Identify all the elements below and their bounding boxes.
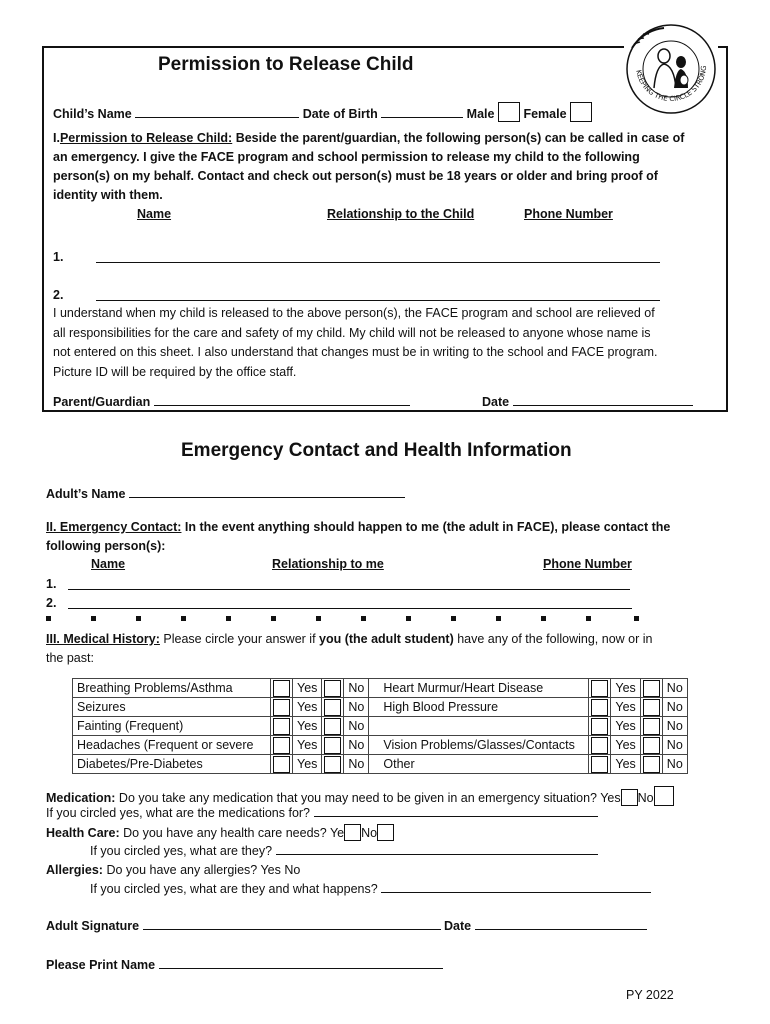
- medication-yes-checkbox[interactable]: [621, 789, 638, 806]
- guardian-date-field[interactable]: [513, 394, 693, 406]
- medical-intro: [46, 630, 652, 668]
- emergency-intro: [46, 518, 670, 556]
- contact-row-number: 2.: [46, 596, 57, 610]
- allergies-follow-label: If you circled yes, what are they and what happens?: [90, 882, 378, 896]
- table-row: [73, 679, 688, 698]
- release-row-number: 1.: [53, 250, 64, 264]
- no-checkbox[interactable]: [324, 756, 341, 773]
- condition-label: [369, 717, 589, 736]
- child-name-field[interactable]: [135, 106, 299, 118]
- release-title: Permission to Release Child: [158, 54, 414, 75]
- statement-line: all responsibilities for the care and safety of my child. My child will not be released to anyone whose name is: [53, 325, 651, 340]
- print-name-row: [46, 957, 443, 973]
- emergency-intro-line: following person(s):: [46, 539, 166, 553]
- medication-question: Do you take any medication that you may need to be given in an emergency situation? Yes: [115, 791, 621, 805]
- medication-follow-field[interactable]: [314, 805, 598, 817]
- column-relationship: Relationship to the Child: [327, 207, 475, 221]
- health-care-follow-label: If you circled yes, what are they?: [90, 844, 273, 858]
- allergies-row: [46, 862, 300, 878]
- no-label: No: [344, 679, 369, 698]
- release-person-2-field[interactable]: [96, 289, 660, 301]
- yes-checkbox[interactable]: [591, 737, 608, 754]
- column-name: Name: [137, 207, 172, 221]
- male-checkbox[interactable]: [498, 102, 520, 122]
- no-label: No: [662, 679, 687, 698]
- condition-label: Breathing Problems/Asthma: [73, 679, 271, 698]
- condition-label: Fainting (Frequent): [73, 717, 271, 736]
- yes-label: Yes: [293, 698, 322, 717]
- dob-label: Date of Birth: [302, 107, 378, 121]
- medication-no-label: No: [637, 791, 654, 805]
- signature-date-field[interactable]: [475, 918, 647, 930]
- no-label: No: [344, 736, 369, 755]
- contact-2-field[interactable]: [68, 597, 632, 609]
- guardian-date-label: Date: [482, 395, 510, 409]
- yes-label: Yes: [293, 755, 322, 774]
- condition-label: Seizures: [73, 698, 271, 717]
- female-label: Female: [523, 107, 567, 121]
- medical-intro-text: have any of the following, now or in: [453, 632, 653, 646]
- table-row: [73, 717, 688, 736]
- contact-column-phone: Phone Number: [543, 557, 632, 571]
- release-statement: [53, 304, 658, 382]
- yes-label: Yes: [611, 736, 640, 755]
- yes-label: Yes: [293, 736, 322, 755]
- statement-line: I understand when my child is released to the above person(s), the FACE program and school are relieved of: [53, 306, 655, 320]
- child-name-label: Child’s Name: [53, 107, 132, 121]
- no-checkbox[interactable]: [643, 699, 660, 716]
- health-care-question: Do you have any health care needs? Ye: [119, 826, 345, 840]
- health-care-follow-field[interactable]: [276, 843, 598, 855]
- no-label: No: [344, 717, 369, 736]
- release-intro-line: an emergency. I give the FACE program and school permission to release my child to the following: [53, 150, 640, 164]
- female-checkbox[interactable]: [570, 102, 592, 122]
- medication-follow-row: [46, 805, 598, 821]
- column-phone: Phone Number: [524, 207, 613, 221]
- no-checkbox[interactable]: [324, 699, 341, 716]
- yes-checkbox[interactable]: [273, 718, 290, 735]
- program-year: PY 2022: [626, 988, 674, 1002]
- health-care-label: Health Care:: [46, 826, 120, 840]
- no-checkbox[interactable]: [643, 680, 660, 697]
- medical-intro-line: the past:: [46, 651, 94, 665]
- guardian-label: Parent/Guardian: [53, 395, 151, 409]
- health-care-follow-row: [90, 843, 598, 859]
- adult-name-field[interactable]: [129, 486, 405, 498]
- no-label: No: [662, 717, 687, 736]
- yes-label: Yes: [611, 755, 640, 774]
- emergency-intro-line: In the event anything should happen to me (the adult in FACE), please contact the: [181, 520, 671, 534]
- no-checkbox[interactable]: [324, 737, 341, 754]
- adult-signature-label: Adult Signature: [46, 919, 140, 933]
- yes-label: Yes: [611, 717, 640, 736]
- condition-label: Other: [369, 755, 589, 774]
- condition-label: Vision Problems/Glasses/Contacts: [369, 736, 589, 755]
- no-label: No: [344, 755, 369, 774]
- release-heading: Permission to Release Child:: [59, 131, 233, 145]
- print-name-field[interactable]: [159, 957, 443, 969]
- allergies-label: Allergies:: [46, 863, 103, 877]
- male-label: Male: [466, 107, 495, 121]
- contact-column-name: Name: [91, 557, 126, 571]
- medication-row: [46, 786, 674, 806]
- condition-label: Headaches (Frequent or severe: [73, 736, 271, 755]
- no-checkbox[interactable]: [324, 680, 341, 697]
- release-intro-line: identity with them.: [53, 188, 163, 202]
- medication-follow-label: If you circled yes, what are the medications for?: [46, 806, 311, 820]
- guardian-signature-field[interactable]: [154, 394, 410, 406]
- adult-signature-field[interactable]: [143, 918, 441, 930]
- release-intro: [53, 129, 684, 205]
- table-row: [73, 698, 688, 717]
- adult-signature-row: [46, 918, 647, 934]
- health-care-yes-checkbox[interactable]: [344, 824, 361, 841]
- no-label: No: [344, 698, 369, 717]
- no-checkbox[interactable]: [324, 718, 341, 735]
- yes-label: Yes: [293, 717, 322, 736]
- child-name-row: [53, 102, 592, 122]
- medical-intro-emphasis: you (the adult student): [319, 632, 454, 646]
- allergies-follow-row: [90, 881, 651, 897]
- yes-checkbox[interactable]: [591, 756, 608, 773]
- contact-column-relationship: Relationship to me: [272, 557, 384, 571]
- condition-label: High Blood Pressure: [369, 698, 589, 717]
- yes-checkbox[interactable]: [273, 699, 290, 716]
- health-care-row: [46, 824, 394, 841]
- guardian-date-row: [482, 394, 693, 410]
- medication-no-checkbox[interactable]: [654, 786, 674, 806]
- release-intro-line: Beside the parent/guardian, the following person(s) can be called in case of: [232, 131, 685, 145]
- contact-1-field[interactable]: [68, 578, 630, 590]
- medical-history-table: [72, 678, 688, 774]
- emergency-title: Emergency Contact and Health Information: [181, 440, 572, 461]
- allergies-follow-field[interactable]: [381, 881, 651, 893]
- yes-checkbox[interactable]: [273, 737, 290, 754]
- no-label: No: [662, 698, 687, 717]
- keeping-the-circle-strong-logo: [624, 22, 718, 116]
- medical-intro-text: Please circle your answer if: [159, 632, 320, 646]
- guardian-row: [53, 394, 410, 410]
- yes-label: Yes: [611, 679, 640, 698]
- table-row: [73, 736, 688, 755]
- health-care-no-label: No: [361, 826, 378, 840]
- yes-label: Yes: [611, 698, 640, 717]
- contact-row-number: 1.: [46, 577, 57, 591]
- yes-checkbox[interactable]: [273, 680, 290, 697]
- medical-heading: III. Medical History:: [46, 632, 160, 646]
- statement-line: Picture ID will be required by the office staff.: [53, 364, 297, 379]
- signature-date-label: Date: [444, 919, 472, 933]
- medication-label: Medication:: [46, 791, 116, 805]
- print-name-label: Please Print Name: [46, 958, 156, 972]
- adult-name-row: [46, 486, 405, 502]
- condition-label: Diabetes/Pre-Diabetes: [73, 755, 271, 774]
- no-checkbox[interactable]: [643, 718, 660, 735]
- yes-checkbox[interactable]: [273, 756, 290, 773]
- emergency-heading: II. Emergency Contact:: [46, 520, 182, 534]
- yes-checkbox[interactable]: [591, 699, 608, 716]
- yes-label: Yes: [293, 679, 322, 698]
- release-heading-prefix: I.: [53, 131, 60, 145]
- no-checkbox[interactable]: [643, 756, 660, 773]
- logo-text: KEEPING THE CIRCLE STRONG: [634, 65, 709, 104]
- no-label: No: [662, 736, 687, 755]
- statement-line: not entered on this sheet. I also understand that changes must be in writing to the school and FACE program.: [53, 345, 658, 359]
- allergies-question[interactable]: Do you have any allergies? Yes No: [102, 863, 301, 877]
- yes-checkbox[interactable]: [591, 680, 608, 697]
- table-row: [73, 755, 688, 774]
- release-intro-line: person(s) on my behalf. Contact and check out person(s) must be 18 years or older and bring proof of: [53, 169, 658, 183]
- release-person-1-field[interactable]: [96, 251, 660, 263]
- release-row-number: 2.: [53, 288, 64, 302]
- adult-name-label: Adult’s Name: [46, 487, 126, 501]
- condition-label: Heart Murmur/Heart Disease: [369, 679, 589, 698]
- yes-checkbox[interactable]: [591, 718, 608, 735]
- no-label: No: [662, 755, 687, 774]
- health-care-no-checkbox[interactable]: [377, 824, 394, 841]
- dob-field[interactable]: [381, 106, 463, 118]
- no-checkbox[interactable]: [643, 737, 660, 754]
